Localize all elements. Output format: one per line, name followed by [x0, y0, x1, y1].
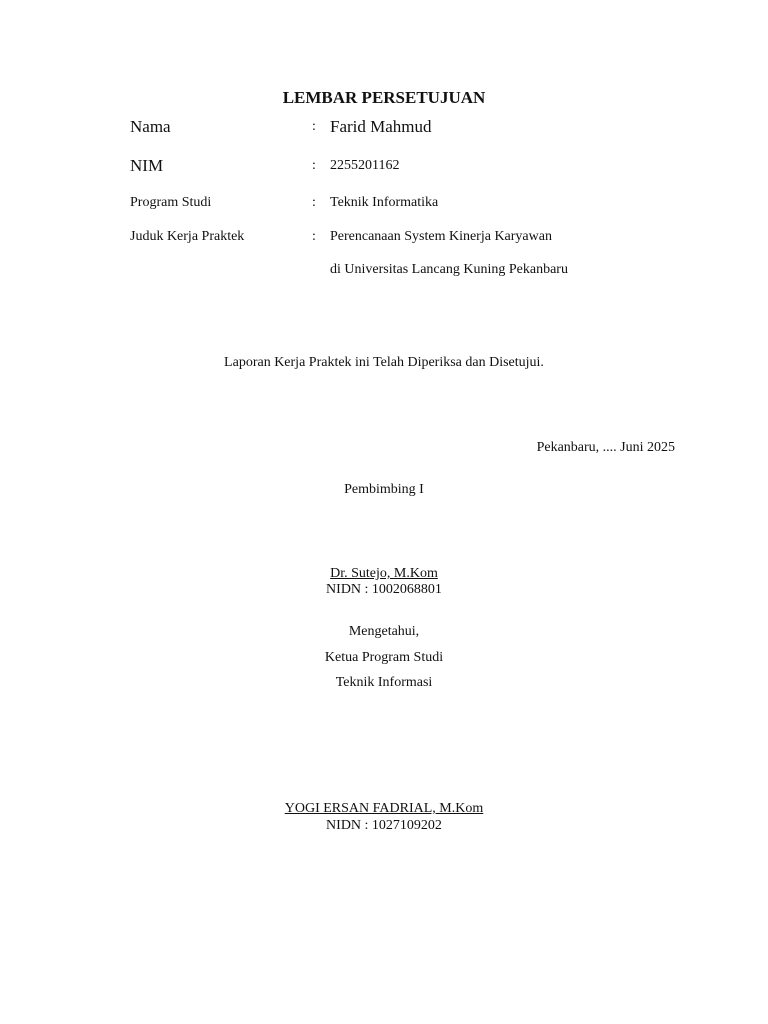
approval-line1: Mengetahui,: [348, 624, 420, 639]
judul-label: Juduk Kerja Praktek: [130, 229, 245, 244]
head-name: YOGI ERSAN FADRIAL, M.Kom: [284, 801, 484, 816]
approval-statement: Laporan Kerja Praktek ini Telah Diperiksa dan Disetujui.: [224, 355, 544, 370]
judul-colon: :: [312, 229, 316, 244]
advisor-role: Pembimbing I: [344, 482, 424, 497]
document-title: LEMBAR PERSETUJUAN: [282, 88, 486, 107]
nama-label: Nama: [130, 117, 171, 136]
prodi-colon: :: [312, 195, 316, 210]
head-nidn: NIDN : 1027109202: [326, 818, 442, 833]
nama-value: Farid Mahmud: [330, 117, 432, 136]
nama-colon: :: [312, 119, 316, 134]
advisor-nidn: NIDN : 1002068801: [326, 582, 442, 597]
judul-value-line2: di Universitas Lancang Kuning Pekanbaru: [330, 262, 568, 277]
place-date: Pekanbaru, .... Juni 2025: [536, 440, 675, 455]
prodi-label: Program Studi: [130, 195, 212, 210]
head-signature-name: [0, 801, 768, 817]
nim-value: 2255201162: [330, 158, 400, 173]
approval-line2: Ketua Program Studi: [324, 650, 444, 665]
advisor-signature-name: [0, 566, 768, 582]
nim-colon: :: [312, 158, 316, 173]
nim-label: NIM: [130, 156, 164, 175]
approval-line3: Teknik Informasi: [335, 675, 433, 690]
judul-value-line1: Perencanaan System Kinerja Karyawan: [330, 229, 552, 244]
prodi-value: Teknik Informatika: [330, 195, 439, 210]
advisor-name: Dr. Sutejo, M.Kom: [330, 566, 438, 581]
